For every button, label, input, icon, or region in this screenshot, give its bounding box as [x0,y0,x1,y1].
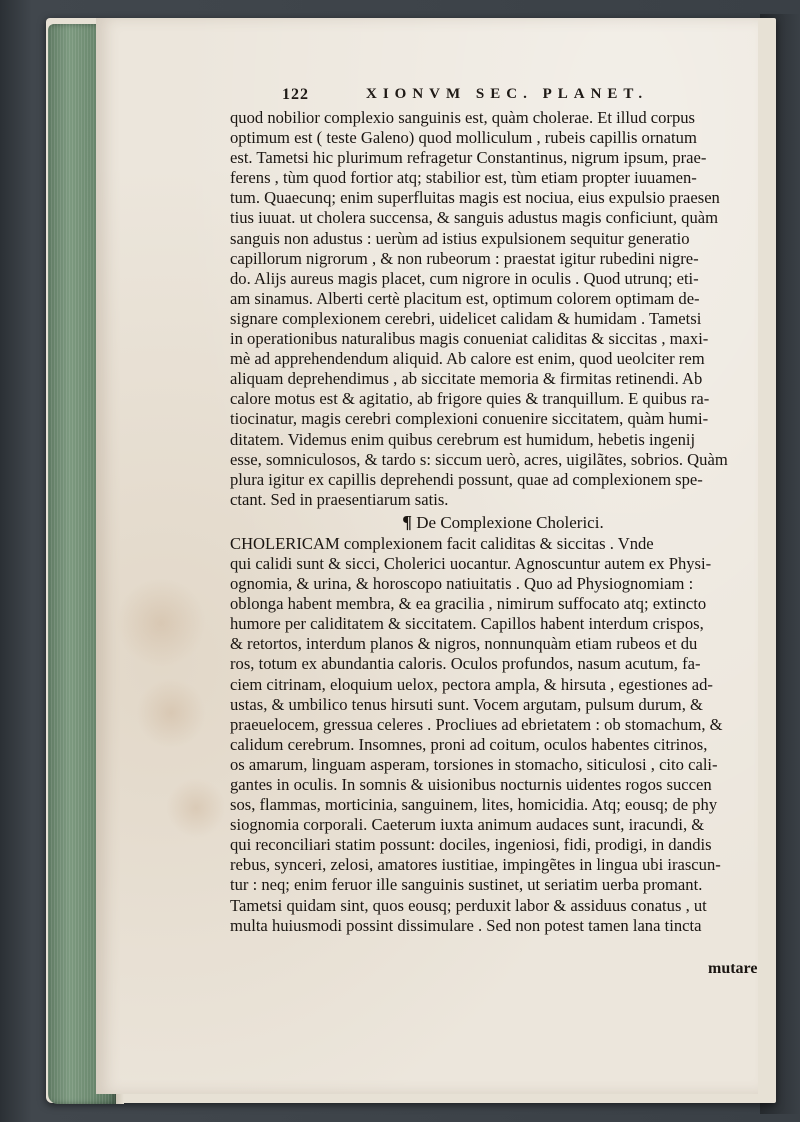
catchword: mutare [708,960,758,977]
text-line: siognomia corporali. Caeterum iuxta animum audaces sunt, iracundi, & [230,815,705,835]
paragraph-before [230,108,766,510]
text-line: ditatem. Videmus enim quibus cerebrum est humidum, hebetis ingenij [230,429,696,449]
running-head: XIONVM SEC. PLANET. [366,86,649,102]
text-line: tum. Quaecunq; enim superfluitas magis est nociua, eius expulsio praesen [230,188,720,208]
text-line: in operationibus naturalibus magis conueniat caliditas & siccitas , maxi- [230,329,709,349]
main-text-block [230,108,766,968]
text-line: signare complexionem cerebri, uidelicet calidam & humidam . Tametsi [230,308,702,328]
text-line: tur : neq; enim feruor ille sanguinis sustinet, ut seriatim uerba promant. [230,875,703,895]
section-heading [230,510,766,534]
text-line: gantes in oculis. In somnis & uisionibus nocturnis uidentes rogos succen [230,775,712,794]
text-line: tiocinatur, magis cerebri complexioni conuenire siccitatem, quàm humi- [230,409,709,429]
text-line: esse, somniculosos, & tardo s: siccum uerò, acres, uigilãtes, sobrios. Quàm [230,449,728,469]
page-header [188,86,678,108]
text-line: CHOLERICAM complexionem facit caliditas & siccitas . Vnde [230,533,654,553]
text-line: oblonga habent membra, & ea gracilia , nimirum suffocato atq; extincto [230,594,707,614]
text-line: os amarum, linguam asperam, torsiones in stomacho, siticulosi , cito cali- [230,754,718,774]
page-number: 122 [282,86,309,103]
paper-stain [166,778,226,838]
text-line: calidum cerebrum. Insomnes, proni ad coitum, oculos habentes citrinos, [230,734,708,754]
text-line: qui calidi sunt & sicci, Cholerici uocantur. Agnoscuntur autem ex Physi- [230,553,712,573]
text-line: sos, flammas, morticinia, sanguinem, lites, homicidia. Atq; eousq; de phy [230,795,718,815]
text-line: ciem citrinam, eloquium uelox, pectora ampla, & hirsuta , egestiones ad- [230,674,713,694]
text-line: Tametsi quidam sint, quos eousq; perduxit labor & assiduus conatus , ut [230,895,707,915]
text-line: praeuelocem, gressua celeres . Procliues ad ebrietatem : ob stomachum, & [230,714,723,734]
text-line: capillorum nigrorum , & non rubeorum : praestat igitur rubedini nigre- [230,248,699,268]
text-line: am sinamus. Alberti certè placitum est, optimum colorem optimam de- [230,288,700,308]
text-line: ustas, & umbilico tenus hirsuti sunt. Vocem argutam, pulsum durum, & [230,694,703,714]
pilcrow-mark: ¶ [402,511,413,532]
text-line: ctant. Sed in praesentiarum satis. [230,489,449,509]
text-line: tius iuuat. ut cholera succensa, & sanguis adustus magis conficiunt, quàm [230,208,719,228]
section-title-text: De Complexione Cholerici. [416,512,604,532]
text-line: plura igitur ex capillis deprehendi possunt, quae ad complexionem spe- [230,469,703,489]
text-line: est. Tametsi hic plurimum refragetur Constantinus, nigrum ipsum, prae- [230,148,707,168]
text-line: quod nobilior complexio sanguinis est, quàm cholerae. Et illud corpus [230,108,695,127]
text-line: optimum est ( teste Galeno) quod molliculum , rubeis capillis ornatum [230,128,697,148]
text-line: ferens , tùm quod fortior atq; stabilior est, tùm etiam propter iuuamen- [230,168,697,188]
text-line: mè ad apprehendendum aliquid. Ab calore est enim, quod ueolciter rem [230,349,705,369]
text-line: & retortos, interdum planos & nigros, nonnunquàm etiam rubeos et du [230,634,698,654]
paper-stain [136,678,206,748]
paragraph-after [230,534,766,936]
text-line: do. Alijs aureus magis placet, cum nigrore in oculis . Quod utrunq; eti- [230,268,699,288]
text-line: calore motus est & agitatio, ab frigore quies & tranquillum. E quibus ra- [230,389,710,409]
text-line: rebus, synceri, zelosi, amatores iustitiae, impingẽtes in lingua ubi irascun- [230,855,721,875]
text-line: sanguis non adustus : uerùm ad istius expulsionem sequitur generatio [230,228,690,248]
paper-stain [116,578,206,668]
text-line: humore per caliditatem & siccitatem. Capillos habent interdum crispos, [230,614,704,634]
text-line: aliquam deprehendimus , ab siccitate memoria & firmitas retinendi. Ab [230,369,703,389]
text-line: qui reconciliari statim possunt: dociles, ingeniosi, fidi, prodigi, in dandis [230,835,712,855]
text-line: ros, totum ex abundantia caloris. Oculos profundos, nasum acutum, fa- [230,654,701,674]
text-line: multa huiusmodi possint dissimulare . Sed non potest tamen lana tincta [230,915,702,935]
text-line: ognomia, & urina, & horoscopo natiuitatis . Quo ad Physiognomiam : [230,574,694,594]
